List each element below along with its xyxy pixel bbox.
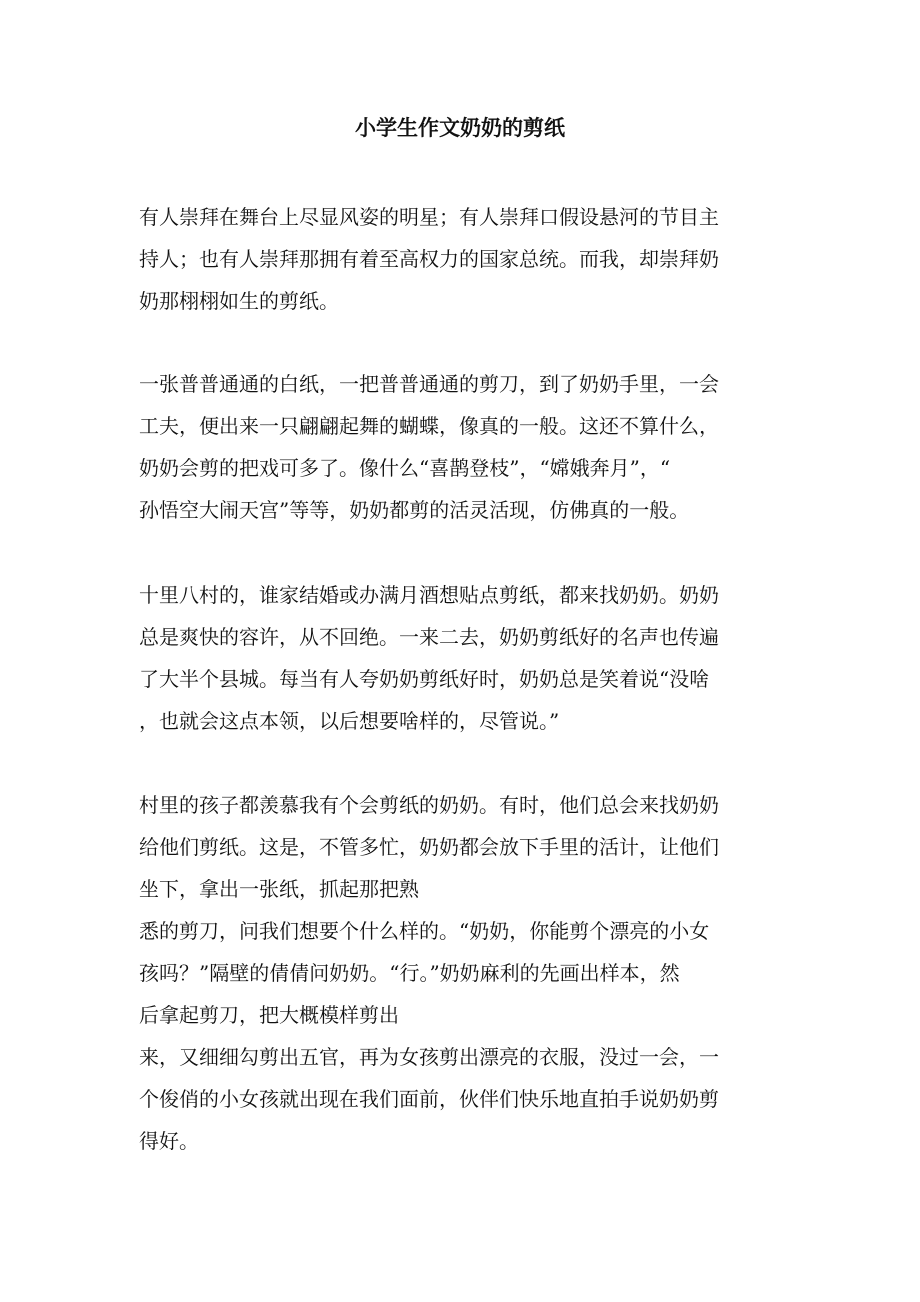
paragraph-3: [139, 574, 784, 742]
paragraph-line: 后拿起剪刀，把大概模样剪出: [139, 1003, 399, 1027]
paragraph-line: ，也就会这点本领，以后想要啥样的，尽管说。”: [139, 709, 560, 733]
paragraph-1: [139, 196, 784, 322]
paragraph-line: 给他们剪纸。这是，不管多忙，奶奶都会放下手里的活计，让他们: [139, 835, 719, 859]
paragraph-line: 村里的孩子都羡慕我有个会剪纸的奶奶。有时，他们总会来找奶奶: [139, 793, 719, 817]
paragraph-line: 奶那栩栩如生的剪纸。: [139, 289, 339, 313]
paragraph-line: 个俊俏的小女孩就出现在我们面前，伙伴们快乐地直拍手说奶奶剪: [139, 1087, 719, 1111]
paragraph-line: 来，又细细勾剪出五官，再为女孩剪出漂亮的衣服，没过一会，一: [139, 1045, 719, 1069]
paragraph-line: 了大半个县城。每当有人夸奶奶剪纸好时，奶奶总是笑着说“没啥: [139, 667, 710, 691]
paragraph-line: 总是爽快的容许，从不回绝。一来二去，奶奶剪纸好的名声也传遍: [139, 625, 719, 649]
paragraph-line: 得好。: [139, 1129, 199, 1153]
paragraph-line: 十里八村的，谁家结婚或办满月酒想贴点剪纸，都来找奶奶。奶奶: [139, 583, 719, 607]
paragraph-line: 奶奶会剪的把戏可多了。像什么“喜鹊登枝”，“嫦娥奔月”，“: [139, 456, 671, 480]
paragraph-line: 孩吗？”隔壁的倩倩问奶奶。“行。”奶奶麻利的先画出样本，然: [139, 961, 680, 985]
paragraph-line: 坐下，拿出一张纸，抓起那把熟: [139, 877, 419, 901]
page-title: 小学生作文奶奶的剪纸: [355, 115, 565, 140]
paragraph-line: 孙悟空大闹天宫”等等，奶奶都剪的活灵活现，仿佛真的一般。: [139, 498, 690, 522]
paragraph-line: 有人崇拜在舞台上尽显风姿的明星；有人崇拜口假设悬河的节目主: [139, 205, 719, 229]
paragraph-2: [139, 363, 784, 531]
paragraph-line: 工夫，便出来一只翩翩起舞的蝴蝶，像真的一般。这还不算什么，: [139, 414, 719, 438]
paragraph-line: 一张普普通通的白纸，一把普普通通的剪刀，到了奶奶手里，一会: [139, 372, 719, 396]
paragraph-line: 持人；也有人崇拜那拥有着至高权力的国家总统。而我，却崇拜奶: [139, 247, 719, 271]
paragraph-line: 悉的剪刀，问我们想要个什么样的。“奶奶，你能剪个漂亮的小女: [139, 919, 710, 943]
paragraph-4: [139, 784, 784, 1162]
